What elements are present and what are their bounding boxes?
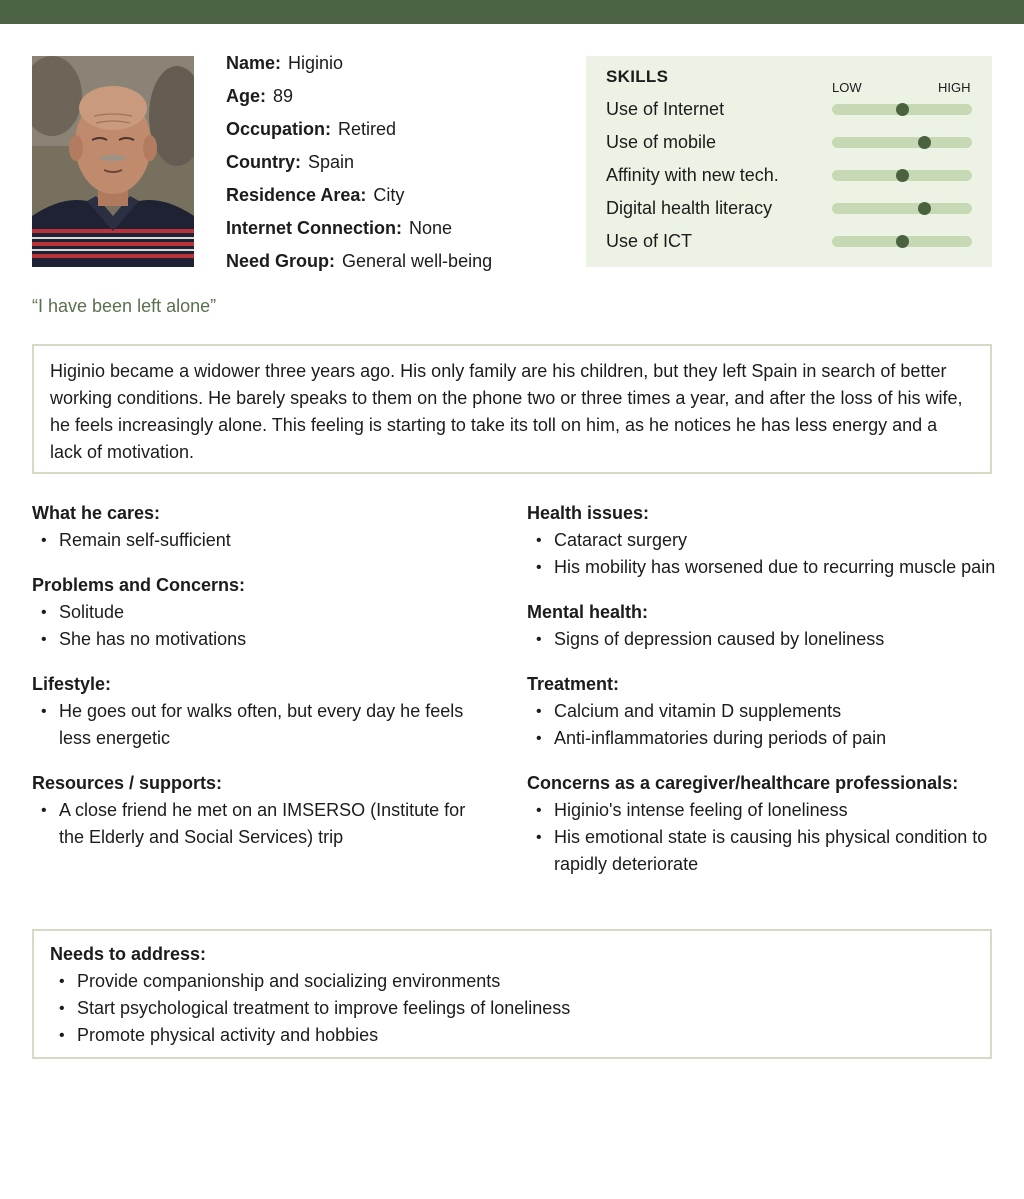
bio-text: Higinio became a widower three years ago. His only family are his children, but they left Spain in search of better working conditions. He barely speaks to them on the phone two or three times a year, and after the loss of his wife, he feels increasingly alone. This feeling is starting to take its toll on him, as he notices he has less energy and a lack of motivation.: [50, 361, 963, 462]
info-name-label: Name:: [226, 53, 282, 73]
skills-title: SKILLS: [606, 67, 669, 86]
list-item: • His emotional state is causing his physical condition to rapidly deteriorate: [527, 824, 1007, 878]
list-item: • Remain self-sufficient: [32, 527, 482, 554]
persona-photo: [32, 56, 194, 267]
info-need-group: [226, 249, 566, 282]
info-country-label: Country:: [226, 152, 301, 172]
list-item: • Provide companionship and socializing environments: [50, 968, 974, 995]
info-occupation: [226, 117, 566, 150]
info-age: [226, 84, 566, 117]
section-title: Problems and Concerns:: [32, 575, 246, 595]
skill-label: Affinity with new tech.: [606, 165, 779, 185]
info-need-group-value: General well-being: [342, 251, 493, 271]
skill-track: [832, 203, 972, 214]
section-title: Treatment:: [527, 674, 620, 694]
needs-section: [50, 941, 974, 1049]
skill-level-marker: [896, 235, 909, 248]
section-title: What he cares:: [32, 503, 161, 523]
section-title: Health issues:: [527, 503, 650, 523]
treatment-section: [527, 671, 1007, 752]
skill-row: [606, 97, 976, 121]
info-age-value: 89: [273, 86, 294, 106]
skill-row: [606, 229, 976, 253]
list-item: • His mobility has worsened due to recurring muscle pain: [527, 554, 1007, 581]
list-item: • He goes out for walks often, but every day he feels less energetic: [32, 698, 482, 752]
skill-track: [832, 236, 972, 247]
list-item: • Higinio's intense feeling of loneliness: [527, 797, 1007, 824]
scale-low-label: LOW: [832, 80, 862, 95]
skill-level-marker: [896, 169, 909, 182]
info-country-value: Spain: [308, 152, 355, 172]
skill-track: [832, 137, 972, 148]
persona-info: [226, 51, 566, 282]
list-item: • Solitude: [32, 599, 482, 626]
info-internet-value: None: [409, 218, 453, 238]
list-item: • She has no motivations: [32, 626, 482, 653]
skill-level-marker: [918, 136, 931, 149]
skill-level-marker: [918, 202, 931, 215]
skill-row: [606, 130, 976, 154]
right-column: [527, 500, 1007, 896]
list-item: • Start psychological treatment to improve feelings of loneliness: [50, 995, 974, 1022]
info-residence-label: Residence Area:: [226, 185, 367, 205]
section-title: Resources / supports:: [32, 773, 223, 793]
scale-high-label: HIGH: [938, 80, 971, 95]
skills-panel: [586, 56, 992, 267]
section-title: Mental health:: [527, 602, 649, 622]
skill-label: Use of mobile: [606, 132, 717, 152]
list-item: • Anti-inflammatories during periods of pain: [527, 725, 1007, 752]
lifestyle-section: [32, 671, 482, 752]
list-item: • A close friend he met on an IMSERSO (Institute for the Elderly and Social Services) trip: [32, 797, 482, 851]
info-internet: [226, 216, 566, 249]
list-item: • Promote physical activity and hobbies: [50, 1022, 974, 1049]
problems-section: [32, 572, 482, 653]
header-bar: [0, 0, 1024, 24]
info-name: [226, 51, 566, 84]
list-item: • Calcium and vitamin D supplements: [527, 698, 1007, 725]
info-age-label: Age:: [226, 86, 266, 106]
section-title: Needs to address:: [50, 944, 207, 964]
mental-health-section: [527, 599, 1007, 653]
skill-level-marker: [896, 103, 909, 116]
info-residence-value: City: [373, 185, 405, 205]
info-internet-label: Internet Connection:: [226, 218, 402, 238]
list-item: • Cataract surgery: [527, 527, 1007, 554]
info-occupation-value: Retired: [338, 119, 397, 139]
skill-row: [606, 196, 976, 220]
cares-section: [32, 500, 482, 554]
info-occupation-label: Occupation:: [226, 119, 332, 139]
info-name-value: Higinio: [288, 53, 344, 73]
skill-label: Use of ICT: [606, 231, 693, 251]
health-issues-section: [527, 500, 1007, 581]
bio-box: [32, 344, 992, 474]
skill-row: [606, 163, 976, 187]
info-residence: [226, 183, 566, 216]
caregiver-concerns-section: [527, 770, 1007, 878]
resources-section: [32, 770, 482, 851]
section-title: Lifestyle:: [32, 674, 112, 694]
left-column: [32, 500, 482, 869]
needs-box: [32, 929, 992, 1059]
info-country: [226, 150, 566, 183]
skill-track: [832, 170, 972, 181]
skill-label: Use of Internet: [606, 99, 725, 119]
skill-track: [832, 104, 972, 115]
persona-quote: “I have been left alone”: [32, 296, 217, 316]
section-title: Concerns as a caregiver/healthcare professionals:: [527, 773, 959, 793]
skill-label: Digital health literacy: [606, 198, 773, 218]
list-item: • Signs of depression caused by loneliness: [527, 626, 1007, 653]
info-need-group-label: Need Group:: [226, 251, 336, 271]
